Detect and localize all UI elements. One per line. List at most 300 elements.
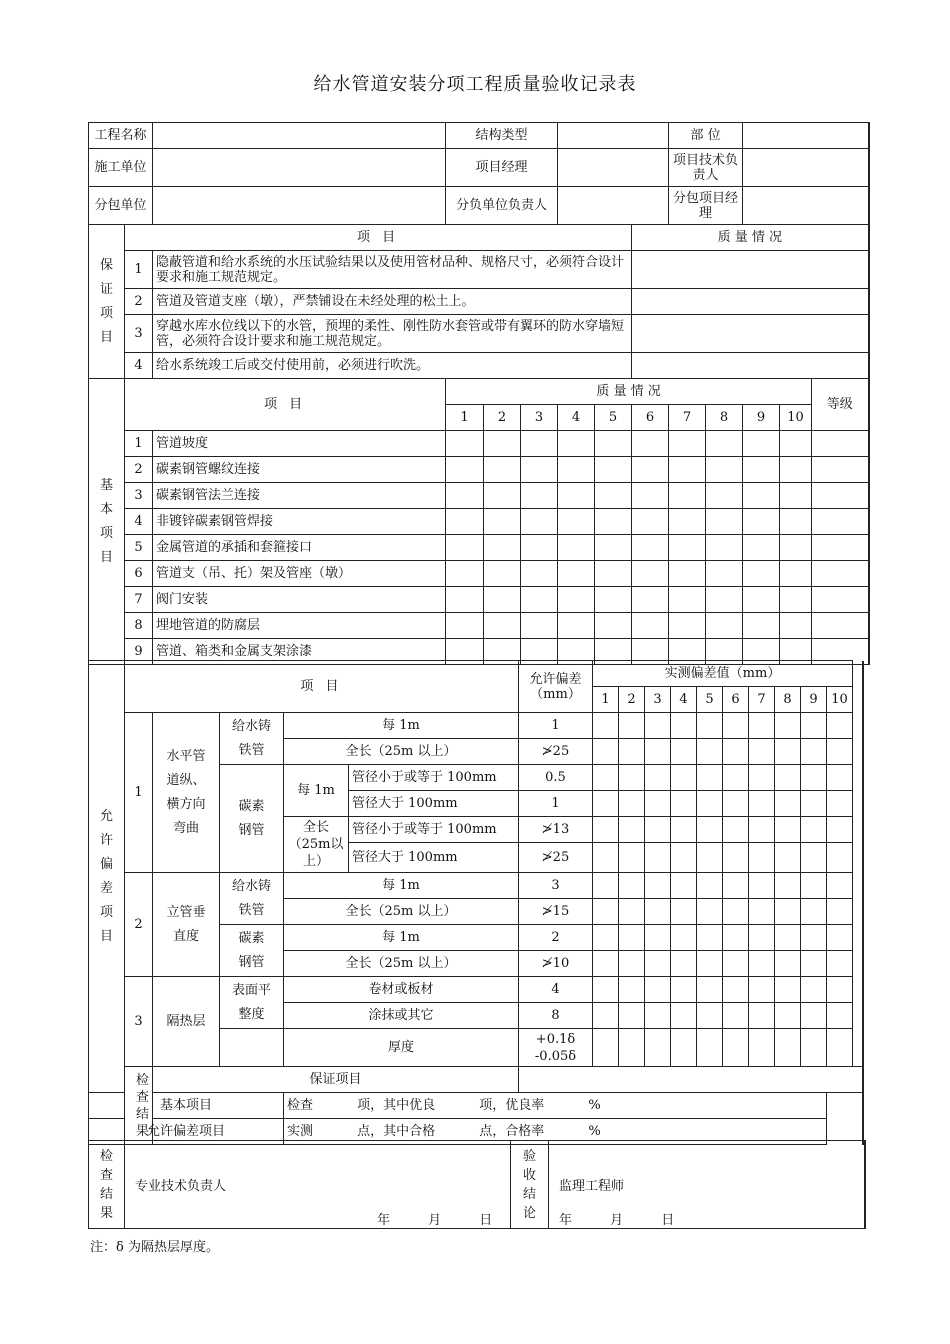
measure-cell[interactable] <box>749 873 775 899</box>
col-number: 8 <box>775 687 801 713</box>
constructor-value[interactable] <box>153 149 446 187</box>
measure-cell[interactable] <box>593 791 619 817</box>
measure-cell[interactable] <box>723 739 749 765</box>
basic-cell[interactable] <box>743 587 780 613</box>
basic-cell[interactable] <box>595 509 632 535</box>
measure-cell[interactable] <box>671 899 697 925</box>
measure-cell[interactable] <box>723 843 749 873</box>
basic-cell[interactable] <box>632 431 669 457</box>
basic-no: 2 <box>125 457 153 483</box>
measure-cell[interactable] <box>801 713 827 739</box>
basic-cell[interactable] <box>780 509 812 535</box>
measure-cell[interactable] <box>671 977 697 1003</box>
check-guarantee-value[interactable] <box>519 1067 864 1093</box>
measure-cell[interactable] <box>723 713 749 739</box>
measure-cell[interactable] <box>827 713 853 739</box>
measure-cell[interactable] <box>801 1029 827 1067</box>
basic-cell[interactable] <box>595 561 632 587</box>
basic-cell[interactable] <box>706 561 743 587</box>
measure-cell[interactable] <box>801 951 827 977</box>
measure-cell[interactable] <box>697 899 723 925</box>
basic-item-text: 埋地管道的防腐层 <box>153 613 446 639</box>
measure-cell[interactable] <box>697 1003 723 1029</box>
measure-cell[interactable] <box>749 739 775 765</box>
basic-cell[interactable] <box>669 483 706 509</box>
check-basic-label: 基本项目 <box>89 1093 284 1119</box>
guarantee-quality-cell[interactable] <box>632 315 869 353</box>
basic-cell[interactable] <box>595 613 632 639</box>
basic-grade-cell[interactable] <box>812 457 869 483</box>
measure-cell[interactable] <box>619 899 645 925</box>
basic-cell[interactable] <box>780 535 812 561</box>
measure-cell[interactable] <box>801 873 827 899</box>
measure-cell[interactable] <box>619 925 645 951</box>
condition: 每 1m <box>284 765 349 817</box>
basic-cell[interactable] <box>743 457 780 483</box>
basic-cell[interactable] <box>632 509 669 535</box>
subcontractor-label: 分包单位 <box>89 187 153 225</box>
sub-lead-value[interactable] <box>558 187 669 225</box>
measure-cell[interactable] <box>827 1029 853 1067</box>
measure-cell[interactable] <box>801 817 827 843</box>
measure-cell[interactable] <box>671 739 697 765</box>
check-tolerance-label: 允许偏差项目 <box>89 1119 284 1145</box>
measure-cell[interactable] <box>671 1029 697 1067</box>
measure-cell[interactable] <box>827 977 853 1003</box>
measure-cell[interactable] <box>723 817 749 843</box>
basic-cell[interactable] <box>669 587 706 613</box>
basic-grade-cell[interactable] <box>812 613 869 639</box>
basic-cell[interactable] <box>743 431 780 457</box>
measure-cell[interactable] <box>775 765 801 791</box>
basic-cell[interactable] <box>446 613 484 639</box>
measure-cell[interactable] <box>593 977 619 1003</box>
basic-cell[interactable] <box>743 561 780 587</box>
condition: 涂抹或其它 <box>284 1003 519 1029</box>
measure-cell[interactable] <box>749 791 775 817</box>
measure-cell[interactable] <box>827 951 853 977</box>
col-number: 7 <box>669 405 706 431</box>
basic-cell[interactable] <box>632 587 669 613</box>
basic-cell[interactable] <box>780 457 812 483</box>
measure-cell[interactable] <box>593 899 619 925</box>
pipe-type: 碳素钢管 <box>220 765 284 873</box>
pipe-type: 给水铸铁管 <box>220 873 284 925</box>
measure-cell[interactable] <box>749 765 775 791</box>
basic-grade-cell[interactable] <box>812 431 869 457</box>
measure-cell[interactable] <box>775 873 801 899</box>
measure-cell[interactable] <box>775 1003 801 1029</box>
basic-cell[interactable] <box>743 509 780 535</box>
measure-cell[interactable] <box>697 739 723 765</box>
measure-cell[interactable] <box>801 765 827 791</box>
basic-cell[interactable] <box>632 561 669 587</box>
check-basic-text: 检查 项，其中优良 项，优良率 % <box>284 1093 827 1119</box>
measure-cell[interactable] <box>619 765 645 791</box>
measure-cell[interactable] <box>645 739 671 765</box>
basic-cell[interactable] <box>484 613 521 639</box>
col-number: 4 <box>671 687 697 713</box>
guarantee-no: 3 <box>125 315 153 353</box>
basic-cell[interactable] <box>632 483 669 509</box>
basic-cell[interactable] <box>484 509 521 535</box>
basic-cell[interactable] <box>669 613 706 639</box>
measure-cell[interactable] <box>593 925 619 951</box>
basic-cell[interactable] <box>706 613 743 639</box>
measure-cell[interactable] <box>593 873 619 899</box>
basic-cell[interactable] <box>521 613 558 639</box>
measure-cell[interactable] <box>671 925 697 951</box>
sign-section-label: 检查结果 <box>89 1141 125 1229</box>
guarantee-item-text: 管道及管道支座（墩），严禁铺设在未经处理的松土上。 <box>153 289 632 315</box>
basic-cell[interactable] <box>558 561 595 587</box>
measure-cell[interactable] <box>723 1003 749 1029</box>
allow-value: ≯13 <box>519 817 593 843</box>
basic-cell[interactable] <box>706 431 743 457</box>
basic-cell[interactable] <box>446 509 484 535</box>
measure-cell[interactable] <box>775 951 801 977</box>
basic-cell[interactable] <box>484 431 521 457</box>
check-section-label: 检查结果 <box>125 1067 153 1145</box>
basic-cell[interactable] <box>669 535 706 561</box>
tech-label: 专业技术负责人 <box>135 1179 227 1194</box>
condition: 厚度 <box>284 1029 519 1067</box>
basic-cell[interactable] <box>669 431 706 457</box>
measure-cell[interactable] <box>723 951 749 977</box>
allow-value: ≯25 <box>519 739 593 765</box>
tech-lead-value[interactable] <box>743 149 869 187</box>
basic-cell[interactable] <box>669 509 706 535</box>
measure-cell[interactable] <box>619 1003 645 1029</box>
measure-cell[interactable] <box>749 977 775 1003</box>
measure-cell[interactable] <box>775 925 801 951</box>
measure-cell[interactable] <box>619 843 645 873</box>
col-number: 10 <box>780 405 812 431</box>
basic-cell[interactable] <box>521 431 558 457</box>
measure-cell[interactable] <box>645 977 671 1003</box>
basic-item-text: 碳素钢管螺纹连接 <box>153 457 446 483</box>
measure-cell[interactable] <box>827 765 853 791</box>
col-number: 10 <box>827 687 853 713</box>
basic-cell[interactable] <box>706 535 743 561</box>
col-number: 3 <box>521 405 558 431</box>
measure-cell[interactable] <box>723 765 749 791</box>
measure-cell[interactable] <box>697 977 723 1003</box>
supervisor-sign-cell[interactable] <box>549 1141 865 1229</box>
measure-cell[interactable] <box>619 873 645 899</box>
measure-cell[interactable] <box>645 1003 671 1029</box>
col-number: 9 <box>743 405 780 431</box>
condition: 每 1m <box>284 925 519 951</box>
basic-cell[interactable] <box>780 431 812 457</box>
basic-cell[interactable] <box>706 509 743 535</box>
measure-cell[interactable] <box>697 817 723 843</box>
measure-cell[interactable] <box>697 765 723 791</box>
measure-cell[interactable] <box>619 817 645 843</box>
basic-cell[interactable] <box>706 483 743 509</box>
basic-cell[interactable] <box>446 587 484 613</box>
basic-grade-cell[interactable] <box>812 509 869 535</box>
measure-cell[interactable] <box>827 791 853 817</box>
measure-cell[interactable] <box>827 925 853 951</box>
basic-cell[interactable] <box>706 587 743 613</box>
project-name-label: 工程名称 <box>89 123 153 149</box>
project-name-value[interactable] <box>153 123 446 149</box>
measure-cell[interactable] <box>775 713 801 739</box>
basic-cell[interactable] <box>521 483 558 509</box>
measure-cell[interactable] <box>671 951 697 977</box>
basic-cell[interactable] <box>595 535 632 561</box>
basic-cell[interactable] <box>484 587 521 613</box>
measure-cell[interactable] <box>801 791 827 817</box>
basic-cell[interactable] <box>632 457 669 483</box>
measure-cell[interactable] <box>593 713 619 739</box>
measure-cell[interactable] <box>775 843 801 873</box>
tech-sign-cell[interactable] <box>125 1141 511 1229</box>
measure-cell[interactable] <box>801 977 827 1003</box>
measure-cell[interactable] <box>645 873 671 899</box>
measure-cell[interactable] <box>593 951 619 977</box>
basic-cell[interactable] <box>484 457 521 483</box>
measure-cell[interactable] <box>775 977 801 1003</box>
surface-label: 表面平整度 <box>220 977 284 1029</box>
basic-cell[interactable] <box>521 561 558 587</box>
basic-no: 6 <box>125 561 153 587</box>
basic-cell[interactable] <box>780 587 812 613</box>
measure-cell[interactable] <box>619 977 645 1003</box>
measure-cell[interactable] <box>697 1029 723 1067</box>
allow-value: 3 <box>519 873 593 899</box>
measure-cell[interactable] <box>775 817 801 843</box>
measure-cell[interactable] <box>749 1003 775 1029</box>
diameter: 管径小于或等于 100mm <box>349 765 519 791</box>
measure-cell[interactable] <box>749 925 775 951</box>
measure-cell[interactable] <box>671 713 697 739</box>
measure-cell[interactable] <box>671 873 697 899</box>
measure-cell[interactable] <box>723 873 749 899</box>
basic-cell[interactable] <box>446 483 484 509</box>
guarantee-quality-cell[interactable] <box>632 353 869 379</box>
guarantee-col-item: 项 目 <box>125 225 632 251</box>
page-title: 给水管道安装分项工程质量验收记录表 <box>313 74 637 95</box>
measure-cell[interactable] <box>645 765 671 791</box>
basic-cell[interactable] <box>558 613 595 639</box>
measure-cell[interactable] <box>645 791 671 817</box>
basic-cell[interactable] <box>558 535 595 561</box>
basic-cell[interactable] <box>706 457 743 483</box>
col-number: 1 <box>446 405 484 431</box>
allow-value: 8 <box>519 1003 593 1029</box>
measure-cell[interactable] <box>645 817 671 843</box>
measure-cell[interactable] <box>697 843 723 873</box>
basic-cell[interactable] <box>446 561 484 587</box>
basic-item-text: 碳素钢管法兰连接 <box>153 483 446 509</box>
measure-cell[interactable] <box>593 843 619 873</box>
basic-cell[interactable] <box>521 587 558 613</box>
basic-grade-cell[interactable] <box>812 587 869 613</box>
basic-cell[interactable] <box>558 587 595 613</box>
basic-cell[interactable] <box>595 587 632 613</box>
measure-cell[interactable] <box>697 925 723 951</box>
measure-cell[interactable] <box>671 791 697 817</box>
measure-cell[interactable] <box>827 873 853 899</box>
condition: 全长（25m 以上） <box>284 739 519 765</box>
basic-cell[interactable] <box>446 457 484 483</box>
basic-item-text: 金属管道的承插和套箍接口 <box>153 535 446 561</box>
measure-cell[interactable] <box>671 1003 697 1029</box>
measure-cell[interactable] <box>645 925 671 951</box>
measure-cell[interactable] <box>723 899 749 925</box>
pipe-type: 碳素钢管 <box>220 925 284 977</box>
group-no: 3 <box>125 977 153 1067</box>
basic-cell[interactable] <box>632 613 669 639</box>
measure-cell[interactable] <box>593 1003 619 1029</box>
measure-cell[interactable] <box>723 925 749 951</box>
measure-cell[interactable] <box>801 1003 827 1029</box>
measure-cell[interactable] <box>801 899 827 925</box>
basic-grade-cell[interactable] <box>812 561 869 587</box>
basic-cell[interactable] <box>558 431 595 457</box>
measure-cell[interactable] <box>775 791 801 817</box>
guarantee-item-text: 给水系统竣工后或交付使用前，必须进行吹洗。 <box>153 353 632 379</box>
blank-cell <box>220 1029 284 1067</box>
measure-cell[interactable] <box>645 1029 671 1067</box>
basic-grade-cell[interactable] <box>812 535 869 561</box>
basic-cell[interactable] <box>669 561 706 587</box>
measure-cell[interactable] <box>801 843 827 873</box>
measure-cell[interactable] <box>645 843 671 873</box>
measure-cell[interactable] <box>697 791 723 817</box>
basic-cell[interactable] <box>521 509 558 535</box>
basic-cell[interactable] <box>521 535 558 561</box>
basic-no: 5 <box>125 535 153 561</box>
col-number: 1 <box>593 687 619 713</box>
basic-cell[interactable] <box>743 535 780 561</box>
measure-cell[interactable] <box>619 791 645 817</box>
measure-cell[interactable] <box>671 765 697 791</box>
measure-cell[interactable] <box>827 899 853 925</box>
basic-grade-cell[interactable] <box>812 483 869 509</box>
measure-cell[interactable] <box>723 1029 749 1067</box>
measure-cell[interactable] <box>619 739 645 765</box>
measure-cell[interactable] <box>749 817 775 843</box>
basic-cell[interactable] <box>780 561 812 587</box>
basic-cell[interactable] <box>558 483 595 509</box>
diameter: 管径小于或等于 100mm <box>349 817 519 843</box>
measure-cell[interactable] <box>749 1029 775 1067</box>
measure-cell[interactable] <box>593 817 619 843</box>
measure-cell[interactable] <box>749 951 775 977</box>
guarantee-quality-cell[interactable] <box>632 251 869 289</box>
basic-item-text: 阀门安装 <box>153 587 446 613</box>
measure-cell[interactable] <box>671 843 697 873</box>
basic-cell[interactable] <box>743 483 780 509</box>
measure-cell[interactable] <box>827 739 853 765</box>
basic-cell[interactable] <box>595 483 632 509</box>
measure-cell[interactable] <box>671 817 697 843</box>
measure-cell[interactable] <box>697 713 723 739</box>
basic-col-item: 项 目 <box>125 379 446 431</box>
col-number: 7 <box>749 687 775 713</box>
basic-cell[interactable] <box>780 483 812 509</box>
group-name: 水平管道纵、横方向弯曲 <box>153 713 220 873</box>
measure-cell[interactable] <box>619 951 645 977</box>
measure-cell[interactable] <box>723 791 749 817</box>
measure-cell[interactable] <box>801 925 827 951</box>
measure-cell[interactable] <box>749 843 775 873</box>
measure-cell[interactable] <box>723 977 749 1003</box>
tech-lead-label: 项目技术负责人 <box>669 149 743 187</box>
measure-cell[interactable] <box>827 817 853 843</box>
measure-cell[interactable] <box>697 951 723 977</box>
measure-cell[interactable] <box>593 1029 619 1067</box>
tolerance-table <box>88 660 864 1145</box>
basic-col-grade: 等级 <box>812 379 869 431</box>
col-number: 2 <box>619 687 645 713</box>
subcontractor-value[interactable] <box>153 187 446 225</box>
basic-item-text: 管道坡度 <box>153 431 446 457</box>
measure-cell[interactable] <box>619 713 645 739</box>
basic-cell[interactable] <box>558 509 595 535</box>
basic-item-text: 管道支（吊、托）架及管座（墩） <box>153 561 446 587</box>
measure-cell[interactable] <box>619 1029 645 1067</box>
measure-cell[interactable] <box>775 739 801 765</box>
basic-cell[interactable] <box>743 613 780 639</box>
measure-cell[interactable] <box>697 873 723 899</box>
basic-item-text: 非镀锌碳素钢管焊接 <box>153 509 446 535</box>
basic-cell[interactable] <box>521 457 558 483</box>
tolerance-col-item: 项 目 <box>125 661 519 713</box>
basic-no: 1 <box>125 431 153 457</box>
basic-cell[interactable] <box>484 483 521 509</box>
basic-no: 9 <box>125 639 153 665</box>
measure-cell[interactable] <box>827 843 853 873</box>
basic-cell[interactable] <box>780 613 812 639</box>
measure-cell[interactable] <box>827 1003 853 1029</box>
measure-cell[interactable] <box>775 1029 801 1067</box>
measure-cell[interactable] <box>645 713 671 739</box>
basic-cell[interactable] <box>669 457 706 483</box>
basic-cell[interactable] <box>446 431 484 457</box>
measure-cell[interactable] <box>775 899 801 925</box>
measure-cell[interactable] <box>593 765 619 791</box>
measure-cell[interactable] <box>645 951 671 977</box>
basic-cell[interactable] <box>446 535 484 561</box>
part-value[interactable] <box>743 123 869 149</box>
thickness-lower: -0.05δ <box>534 1048 577 1064</box>
sub-manager-value[interactable] <box>743 187 869 225</box>
sub-manager-label: 分包项目经 理 <box>669 187 743 225</box>
basic-cell[interactable] <box>595 457 632 483</box>
measure-cell[interactable] <box>645 899 671 925</box>
measure-cell[interactable] <box>593 739 619 765</box>
structure-type-value[interactable] <box>558 123 669 149</box>
guarantee-quality-cell[interactable] <box>632 289 869 315</box>
basic-cell[interactable] <box>558 457 595 483</box>
measure-cell[interactable] <box>749 713 775 739</box>
basic-cell[interactable] <box>484 535 521 561</box>
basic-cell[interactable] <box>595 431 632 457</box>
measure-cell[interactable] <box>801 739 827 765</box>
guarantee-no: 4 <box>125 353 153 379</box>
project-manager-value[interactable] <box>558 149 669 187</box>
basic-cell[interactable] <box>632 535 669 561</box>
basic-cell[interactable] <box>484 561 521 587</box>
measure-cell[interactable] <box>749 899 775 925</box>
allow-value: ≯10 <box>519 951 593 977</box>
basic-no: 4 <box>125 509 153 535</box>
sub-lead-label: 分负单位负责人 <box>446 187 558 225</box>
